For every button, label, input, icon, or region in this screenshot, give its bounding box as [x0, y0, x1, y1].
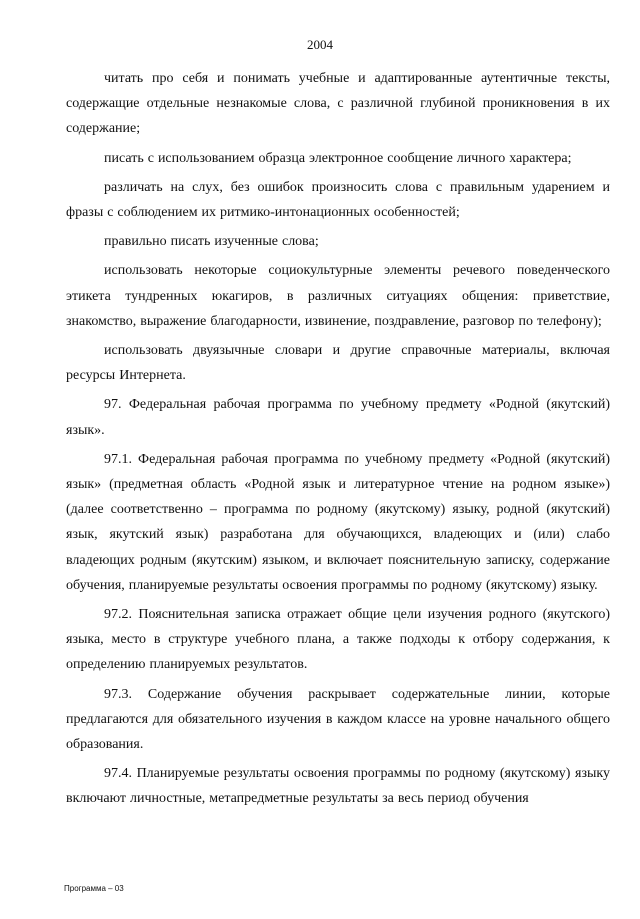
- paragraph-listening: различать на слух, без ошибок произносить слова с правильным ударением и фразы с соблюдением их ритмико-интонационных особенностей;: [66, 179, 610, 221]
- paragraph-dictionaries: использовать двуязычные словари и другие справочные материалы, включая ресурсы Интернета.: [66, 343, 610, 384]
- paragraph-section-97-1: 97.1. Федеральная рабочая программа по учебному предмету «Родной (якутский) язык» (предметная область «Родной язык и литературное чтение на родном языке») (далее соответственно – программа по родному (якутскому) языку, родной (якутский) язык, якутский язык) разработана для обучающихся, владеющих и (или) слабо владеющих родным (якутским) языком, и включает пояснительную записку, содержание обучения, планируемые результаты освоения программы по родному (якутскому) языку.: [66, 451, 610, 593]
- paragraph-section-97-2: 97.2. Пояснительная записка отражает общие цели изучения родного (якутского) языка, место в структуре учебного плана, а также подходы к отбору содержания, к определению планируемых результатов.: [66, 607, 610, 673]
- page-footer: Программа – 03: [64, 884, 124, 893]
- paragraph-reading: читать про себя и понимать учебные и адаптированные аутентичные тексты, содержащие отдельные незнакомые слова, с различной глубиной проникновения в их содержание;: [66, 71, 610, 137]
- paragraph-etiquette: использовать некоторые социокультурные элементы речевого поведенческого этикета тундренных юкагиров, в различных ситуациях общения: приветствие, знакомство, выражение благодарности, извинение, поздравление, разговор по телефону);: [66, 263, 610, 329]
- page-number: 2004: [307, 37, 333, 52]
- paragraph-section-97-4: 97.4. Планируемые результаты освоения программы по родному (якутскому) языку включают личностные, метапредметные результаты за весь период обучения: [66, 766, 610, 807]
- paragraph-writing-message: писать с использованием образца электронное сообщение личного характера;: [104, 150, 572, 166]
- document-body: [66, 66, 610, 816]
- paragraph-spelling: правильно писать изученные слова;: [104, 234, 319, 250]
- paragraph-section-97-3: 97.3. Содержание обучения раскрывает содержательные линии, которые предлагаются для обязательного изучения в каждом классе на уровне начального общего образования.: [66, 686, 610, 753]
- paragraph-section-97: 97. Федеральная рабочая программа по учебному предмету «Родной (якутский) язык».: [66, 397, 610, 438]
